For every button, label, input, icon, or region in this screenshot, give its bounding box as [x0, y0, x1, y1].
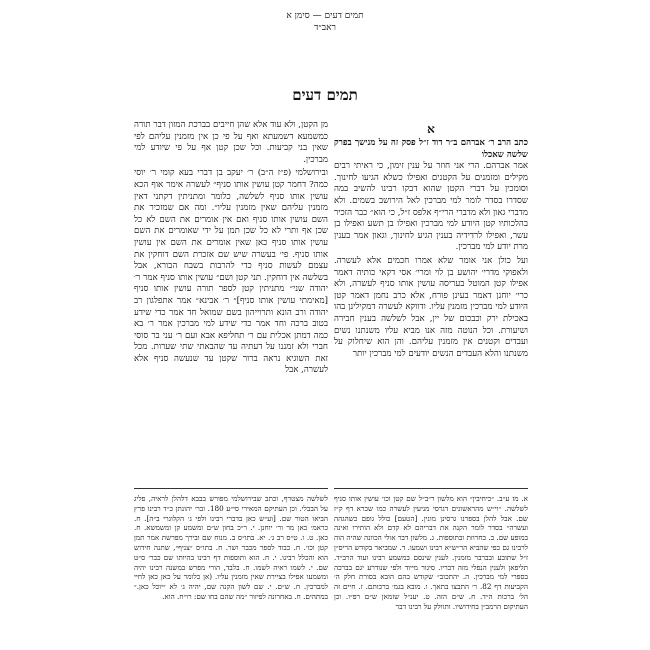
page-title: תמים דעים: [292, 86, 358, 104]
paragraph: ועל כולן אני אומר שלא אמרו חכמים אלא לעשרה. ולאפוקי מדרי׳ יהושע בן לוי ומרי׳ אסי דקאי כותיה דאמר אפילו קטן המוטל בעריסה עושין אותו סניף לעשרה, ולא כרי׳ יוחנן דאמר בעינן פורח, אלא כרב נחמן דאמר קטן היודע למי מברכין מזמנין עליו. ודווקא לעשרה דמקילינן בהו באכילת ירק וכבכום של יין, אבל לשלשה בענין חבירה ושיעורת. וכל הנוטה מזה אנו מביא עליו משנתנו נשים ועבדים וקטנים אין מזמנין עליהם. והן הוא שיחלוק על משנתנו והלא העבדים הנשים יודעים למי מברכין יותר: [334, 255, 528, 359]
footnote-divider-right: [334, 488, 528, 489]
running-head-subtitle: ראב״ד: [314, 23, 336, 33]
footnotes-right-column: [334, 494, 528, 644]
running-head: [0, 10, 650, 34]
footnote-text: א. מז ע״ב. ״כיחיבין״ הוא מלשון ר״ב״ל שם קטן וכו׳ עושין אותו סניף לשלשה. ״וי״ש מהראשונים דגרסי מניעין לעשרה כמו שכרא דף ק״ז שם. אבל להלן בספרנו גרסינן מונין. [הטעם] כולל גופם כשהגהה ועשרה״ בסדר לומר הקנה את דבריהם לא קדם ולא הותירו ואינה במופע שם. ב. בחרוזת ובתוספות. ג. מלשון דבר אולי הכוונה שהיה הוה לרבינו גם כפי שהביא הר״ש״א רבינו ושמעו. ד. שמביאר בקודש הריס״ן ז״ל שתובע ובברבר מזמנין. לענין שינסם במשמע רבינו ועוד הרב״ד. תליפאן ולענין הנפלי מזה דבריו. סיגור מייוד ולפי שנודרע יגם בברכה בספרי למי מברכין. ה. יהתכוב״ שקודש בהם הובא בסורת חלק ה׳ הקביעות דף 82. ר׳ התבצו בתאך. ו. מובא בגמ׳ ברכותם. ז. חיים זה הל׳ ברכות ה״ד. ח. ש״ם הזה. ט. יענ״ל שזמאן ש״ם רפ״ו. וכן העתיקום הרמב״ן בחידושיו. ותוולק על רבינו דבר: [334, 494, 528, 611]
main-text-left-column: [134, 120, 328, 485]
running-head-title: תמים דעים — סימן א: [286, 11, 364, 21]
footnote-text: לשלשה מצטרף, וכתב שבירושלמי מפורש בבבא דלהלן לראיה, פליג על הבבלי. וכן העתיקם המאירי סי״ע 180. ובר׳ יהונתן כ״ד רבינו פרץ הביאו הטור שם. [וע״ש כאן בדברי רבינו ולפי ג׳ הקלוגרי ב״ה]. ח. כראמ׳ כאן מר ור׳ יוחנן. י. ר״כ בחון ש״ם ומשמע קן ומשמשא. ח. כאן. ט. ו. ט״ס רב ג׳. יא. בתו״ס ב. מנוח שם ובירך מפרשת אמר תמן קטן וכו׳. ח. כבוד לספר מכבר ושר. ח. בתו״ס ״צניף״, שתנה חידוש הוא והכלל רבינו. י. ח. הוא ותוספות דף רבינו בהיותו שם כבר׳ ס״ט שם. י. לשמו ראיה לשמו. ח. בלבד, הורי מפרש במשנה רבינו יהיה ומשמעו אפילו בציירת שאין מזמנין עליו. (אן כלומר על כאן כאן לחיי למברכין. ח. ש״ם. י. שם לשון הקנה שם, יהיה ג׳ לא ״יוכל כאן.״ במתהים. ח. באחרונה לפיזור ״מה שהם בחו שם: רו״ח. הוא.: [134, 494, 328, 601]
section-heading: כתב הרב ר׳ אברהם ב״ר דוד ז״ל פסק זה על מנישך בפרק שלשה שאכלו: [334, 138, 528, 160]
paragraph: אמר אברהם. הרי אני חוזר על ענין זימון, כי ראיתי רבים מקילים ומזמנים על הקטנים ואפילו כשלא הגיעו לחינוך. וסומכין על דברי הקטן שהוא דבקו רבינו להשיב במה שסדרו בסדר לומר למי מברכין לאל הירושב בשמים. ולא מדברי גאון ולא מדברי הרי״ף אלפס ז״ל, כי הוא״ כבר הזכיר בהלכותיו קטן היודע למי מברכין ואפילו בן תשע ואפילו בן עשר, ואפילו לרדידיה בענין הגיע לחינוך, וגאון אמר בענין מרת יודע למי מברכין.: [334, 161, 528, 253]
footnote-divider-left: [134, 488, 328, 489]
footnotes-left-column: [134, 494, 328, 644]
main-text-right-column: [334, 120, 528, 485]
siman-letter: א: [427, 122, 435, 136]
paragraph: מן הקטן, ולא עוד אלא שהן חייבים בברכת המזון דבר תורה כמשמעא דשמעתא ואף על פי כן אין מזמנין עליהם לפי שאין בני קביעות. וכל שכן קטן אף על פי שיודע למי מברכין.: [134, 120, 328, 165]
paragraph: ובירושלמי (פ״ז ה״ב) ר׳ יעקב בן דברי בעא קומי ר׳ יוסי כמה? דחמר קטן עושין אותו סניף״ לעשרה אימר אוף הכא עושין אותו סניף לשלשה, כלומר ומתניתין דקתני דאין מזמנין עליהם שאין מזמנין עליו״. ומה אם שמזכיר את השם עושין אותו סניף ואם אין אומרים את השם לא כל שכן אף ותרי לא כל שכן תמן על ידי שאומרים את השם עושין אותו סניף כאן שאין אומרים את השם אין עושין אותו סניף. פי׳ בעשרה שיש שם אזכרת השם דוחקין את עצמם לעשות סניף כדי להרבות בשבח הבורא, אבל בשלשה אין דוחקין. תני קטן ושם״ עושין אותו סניף אמר ר׳ יהודה שני״ מתניתין קטן לספר תורה עושין אותו סניף [מאימתי עושין אותו סניף]״ ר׳ אבינא״ אמר אתפלגון רב יהודה ורב הונא ותרוייהון בשם שמואל חד אמר כדי שידע בטוב ברכה וחד אמר כדי שידע למי מברכין אמר ר׳ בא כמה דמתן אכלית עם ר׳ תחליפא אבא ועם ר׳ עני בר סוסי חברי ולא זמננו על דעתיה עד שהבאתי שתי שערות. מכל זאת השוגיא נראה ברור שקטן עד שנעשה סניף אלא לעשרה, אבל: [134, 168, 328, 376]
